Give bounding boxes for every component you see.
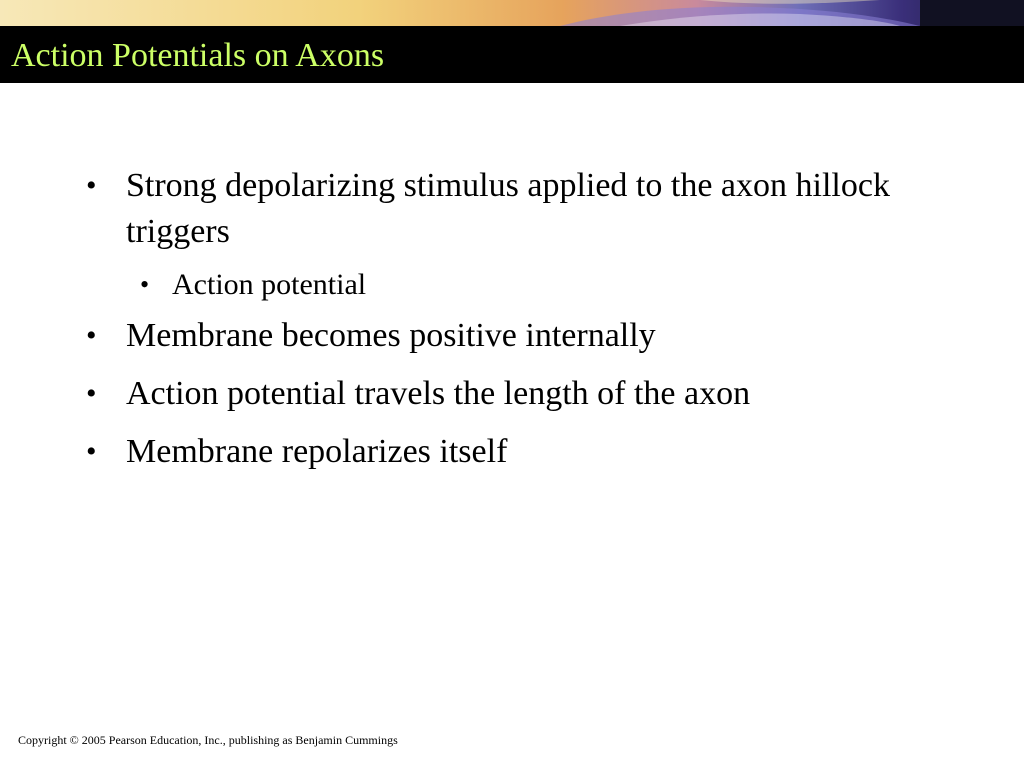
decorative-banner-image <box>0 0 1024 26</box>
sub-bullet-text: Action potential <box>172 268 367 301</box>
bullet-text: Membrane becomes positive internally <box>126 317 656 354</box>
sub-bullet-item <box>86 265 966 305</box>
bullet-text: Action potential travels the length of the axon <box>126 375 751 412</box>
bullet-dot-icon: • <box>140 270 150 299</box>
bullet-dot-icon: • <box>86 169 97 202</box>
bullet-item <box>86 163 966 255</box>
bullet-dot-icon: • <box>86 377 97 410</box>
bullet-item <box>86 313 966 359</box>
copyright-footer: Copyright © 2005 Pearson Education, Inc., publishing as Benjamin Cummings <box>18 733 398 747</box>
bullet-text: Strong depolarizing stimulus applied to the axon hillock triggers <box>126 167 890 250</box>
bullet-item <box>86 371 966 417</box>
bullet-text: Membrane repolarizes itself <box>126 433 508 470</box>
bullet-dot-icon: • <box>86 319 97 352</box>
slide-title: Action Potentials on Axons <box>11 37 385 74</box>
bullet-dot-icon: • <box>86 435 97 468</box>
bullet-item <box>86 429 966 475</box>
bullet-list <box>86 163 966 487</box>
